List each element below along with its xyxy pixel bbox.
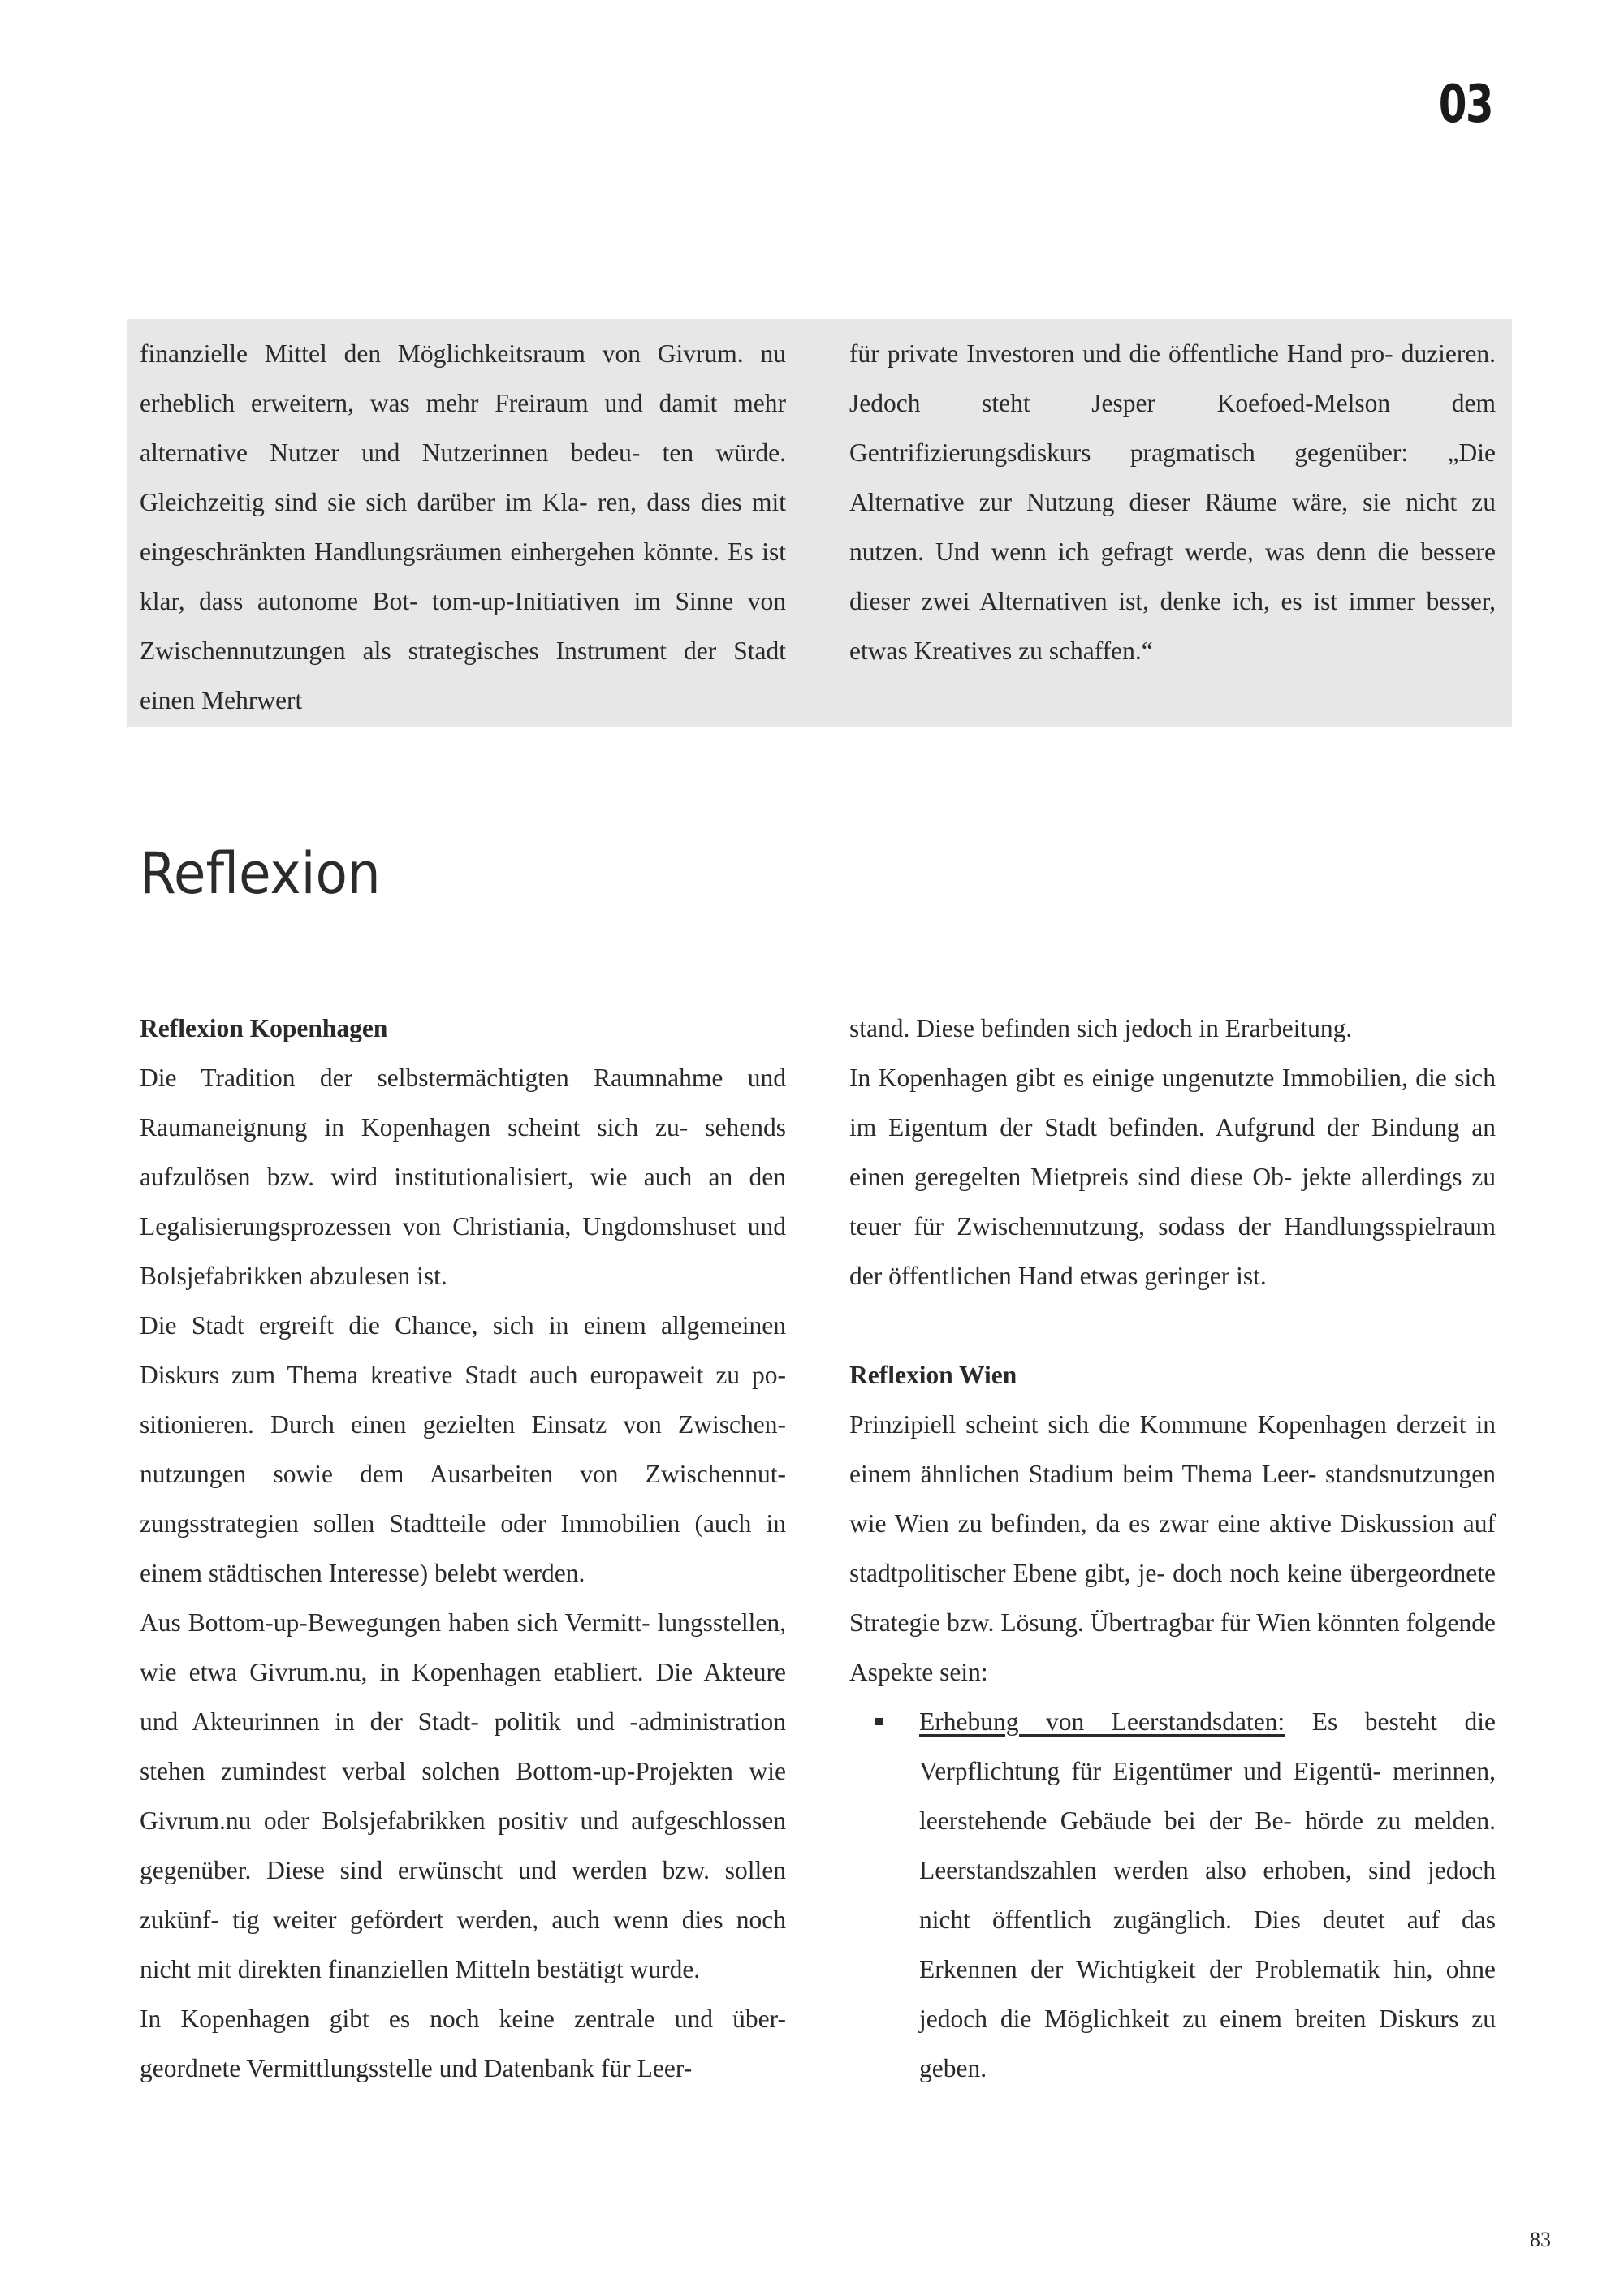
paragraph: stand. Diese befinden sich jedoch in Erarbeitung. [849,1014,1353,1042]
section-title: Reflexion [140,840,381,907]
box-right-column [849,329,1496,675]
paragraph: In Kopenhagen gibt es noch keine zentrale und über- geordnete Vermittlungsstelle und Datenbank für Leer- [140,2005,786,2082]
box-left-column [140,329,786,725]
bullet-item [849,1697,1496,2093]
paragraph: Die Tradition der selbstermächtigten Raumnahme und Raumaneignung in Kopenhagen scheint sich zu- sehends aufzulösen bzw. wird institutionalisiert, wie auch an den Legalisierungsprozessen von Christiania, Ungdomshuset und Bolsjefabrikken abzulesen ist. [140,1064,786,1290]
paragraph: In Kopenhagen gibt es einige ungenutzte Immobilien, die sich im Eigentum der Stadt befinden. Aufgrund der Bindung an einen geregelten Mietpreis sind diese Ob- jekte allerdings zu teuer für Zwischennutzung, sodass der Handlungsspielraum der öffentlichen Hand etwas geringer ist. [849,1064,1496,1290]
main-right-column [849,1003,1496,2093]
heading-reflexion-wien: Reflexion Wien [849,1361,1017,1389]
paragraph: Aus Bottom-up-Bewegungen haben sich Vermitt- lungsstellen, wie etwa Givrum.nu, in Kopenhagen etabliert. Die Akteure und Akteurinnen in der Stadt- politik und -administration stehen zumindest verbal solchen Bottom-up-Projekten wie Givrum.nu oder Bolsjefabrikken positiv und aufgeschlossen gegenüber. Diese sind erwünscht und werden bzw. sollen zukünf- tig weiter gefördert werden, auch wenn dies noch nicht mit direkten finanziellen Mitteln bestätigt wurde. [140,1608,786,1983]
heading-reflexion-kopenhagen: Reflexion Kopenhagen [140,1014,388,1042]
main-left-column [140,1003,786,2093]
paragraph: Prinzipiell scheint sich die Kommune Kopenhagen derzeit in einem ähnlichen Stadium beim Thema Leer- standsnutzungen wie Wien zu befinden, da es zwar eine aktive Diskussion auf stadtpolitischer Ebene gibt, je- doch noch keine übergeordnete Strategie bzw. Lösung. Übertragbar für Wien könnten folgende Aspekte sein: [849,1410,1496,1686]
chapter-number: 03 [1438,75,1492,135]
bullet-text: Es besteht die Verpflichtung für Eigentümer und Eigentü- merinnen, leerstehende Gebäude bei der Be- hörde zu melden. Leerstandszahlen werden also erhoben, sind jedoch nicht öffentlich zugänglich. Dies deutet auf das Erkennen der Wichtigkeit der Problematik hin, ohne jedoch die Möglichkeit zu einem breiten Diskurs zu geben. [919,1707,1496,2082]
bullet-label: Erhebung von Leerstandsdaten: [919,1707,1285,1736]
box-right-text: für private Investoren und die öffentliche Hand pro- duzieren. Jedoch steht Jesper Koefoed-Melson dem Gentrifizierungsdiskurs pragmatisch gegenüber: „Die Alternative zur Nutzung dieser Räume wäre, sie nicht zu nutzen. Und wenn ich gefragt werde, was denn die bessere dieser zwei Alternativen ist, denke ich, es ist immer besser, etwas Kreatives zu schaffen.“ [849,339,1496,665]
square-bullet-icon [875,1718,883,1725]
box-left-text: finanzielle Mittel den Möglichkeitsraum von Givrum. nu erheblich erweitern, was mehr Freiraum und damit mehr alternative Nutzer und Nutzerinnen bedeu- ten würde. Gleichzeitig sind sie sich darüber im Kla- ren, dass dies mit eingeschränkten Handlungsräumen einhergehen könnte. Es ist klar, dass autonome Bot- tom-up-Initiativen im Sinne von Zwischennutzungen als strategisches Instrument der Stadt einen Mehrwert [140,339,786,714]
page-number: 83 [1530,2228,1551,2251]
paragraph: Die Stadt ergreift die Chance, sich in einem allgemeinen Diskurs zum Thema kreative Stadt auch europaweit zu po- sitionieren. Durch einen gezielten Einsatz von Zwischen- nutzungen sowie dem Ausarbeiten von Zwischennut- zungsstrategien sollen Stadtteile oder Immobilien (auch in einem städtischen Interesse) belebt werden. [140,1311,786,1587]
spacer [849,1301,1496,1350]
